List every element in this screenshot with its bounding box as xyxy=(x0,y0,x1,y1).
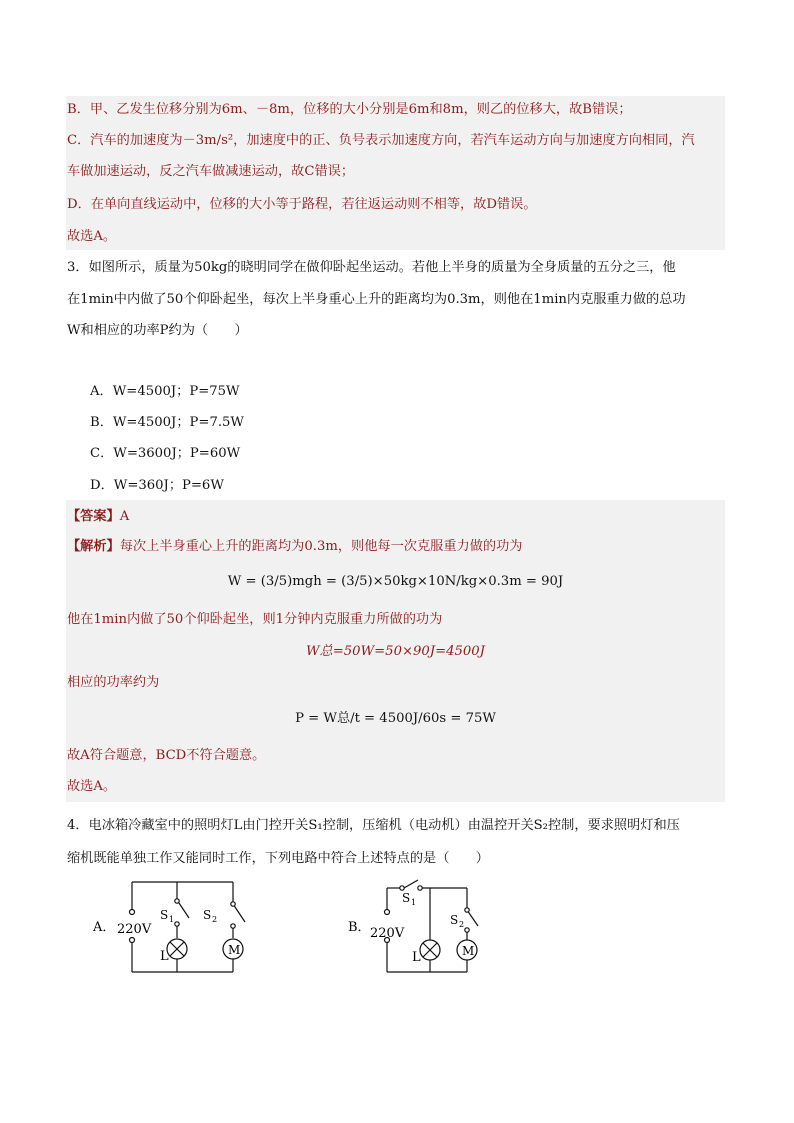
question4-stem-2: 缩机既能单独工作又能同时工作，下列电路中符合上述特点的是（ ） xyxy=(67,851,489,866)
question3-option-a: A．W=4500J；P=75W xyxy=(90,384,240,399)
question4-stem-1: 4．电冰箱冷藏室中的照明灯L由门控开关S₁控制，压缩机（电动机）由温控开关S₂控制，要求照明灯和压 xyxy=(67,818,680,833)
circuit-a-s1-sub: 1 xyxy=(169,915,175,924)
analysis-line-1 xyxy=(67,537,725,557)
circuit-a-label: A． xyxy=(93,920,116,935)
question3-option-c: C．W=3600J；P=60W xyxy=(90,446,241,461)
question3-stem-1: 3．如图所示，质量为50kg的晓明同学在做仰卧起坐运动。若他上半身的质量为全身质量的五分之三，他 xyxy=(67,260,676,275)
circuit-a-lamp-label: L xyxy=(160,949,169,964)
explanation-line-d: D．在单向直线运动中，位移的大小等于路程，若往返运动则不相等，故D错误。 xyxy=(67,197,537,212)
analysis-line-4: 故A符合题意，BCD不符合题意。 xyxy=(67,748,266,763)
analysis-conclusion: 故选A。 xyxy=(67,779,117,794)
explanation-line-c2: 车做加速运动，反之汽车做减速运动，故C错误； xyxy=(67,164,355,179)
circuit-diagram-b xyxy=(340,872,540,982)
explanation-line-b: B．甲、乙发生位移分别为6m、－8m，位移的大小分别是6m和8m，则乙的位移大，故B错误； xyxy=(67,102,632,117)
answer-line xyxy=(67,507,725,527)
circuit-b-s2-sub: 2 xyxy=(459,920,465,929)
circuit-b-label: B． xyxy=(348,920,371,935)
formula-3: P = W总/t = 4500J/60s = 75W xyxy=(295,711,496,726)
analysis-line-3: 相应的功率约为 xyxy=(67,675,160,690)
circuit-b-lamp-label: L xyxy=(412,950,421,965)
answer-tag: 【答案】 xyxy=(67,509,120,524)
circuit-a-s2-sub: 2 xyxy=(212,915,218,924)
question3-option-b: B．W=4500J；P=7.5W xyxy=(90,415,244,430)
analysis-text-1: 每次上半身重心上升的距离均为0.3m，则他每一次克服重力做的功为 xyxy=(119,539,523,554)
analysis-tag: 【解析】 xyxy=(67,539,120,554)
analysis-line-2: 他在1min内做了50个仰卧起坐，则1分钟内克服重力所做的功为 xyxy=(67,612,443,627)
question3-option-d: D．W=360J；P=6W xyxy=(90,478,224,493)
circuit-diagram-a xyxy=(85,872,285,982)
explanation-conclusion: 故选A。 xyxy=(67,229,117,244)
answer-value: A xyxy=(119,509,130,524)
question3-stem-3: W和相应的功率P约为（ ） xyxy=(67,323,248,338)
circuit-b-motor: M xyxy=(462,944,475,958)
circuit-b-s2: S xyxy=(450,913,459,927)
circuit-a-motor: M xyxy=(228,943,241,957)
circuit-b-s1-sub: 1 xyxy=(411,898,417,907)
circuit-b-s1: S xyxy=(402,891,411,905)
circuit-b-voltage: 220V xyxy=(370,926,405,941)
circuit-a-voltage: 220V xyxy=(117,922,152,937)
circuit-a-s1: S xyxy=(160,908,169,922)
circuit-a-s2: S xyxy=(203,908,212,922)
question3-stem-2: 在1min中内做了50个仰卧起坐，每次上半身重心上升的距离均为0.3m，则他在1min内克服重力做的总功 xyxy=(67,292,686,307)
formula-2: W总=50W=50×90J=4500J xyxy=(306,644,485,659)
formula-1: W = (3/5)mgh = (3/5)×50kg×10N/kg×0.3m = 90J xyxy=(227,574,564,589)
explanation-line-c1: C．汽车的加速度为－3m/s²，加速度中的正、负号表示加速度方向，若汽车运动方向与加速度方向相同，汽 xyxy=(67,133,695,148)
